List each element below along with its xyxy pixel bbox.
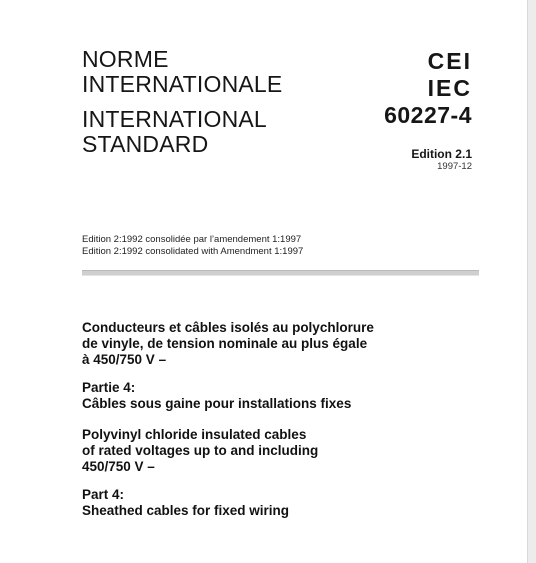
title-en-part-line-1: Part 4: bbox=[82, 487, 125, 502]
title-en-main-line-3: 450/750 V – bbox=[82, 459, 155, 474]
title-fr-main-line-3: à 450/750 V – bbox=[82, 352, 167, 367]
code-iec: IEC bbox=[427, 75, 472, 101]
edition-date: 1997-12 bbox=[437, 161, 472, 172]
standard-number: 60227-4 bbox=[384, 102, 472, 128]
consolidation-en: Edition 2:1992 consolidated with Amendment 1:1997 bbox=[82, 245, 304, 257]
edition-label: Edition 2.1 bbox=[411, 147, 472, 161]
title-fr-main-line-2: de vinyle, de tension nominale au plus égale bbox=[82, 336, 368, 351]
standard-type-en-line-1: INTERNATIONAL bbox=[82, 106, 267, 132]
title-en-part-line-2: Sheathed cables for fixed wiring bbox=[82, 503, 290, 518]
consolidation-note bbox=[82, 234, 303, 257]
code-cei: CEI bbox=[427, 48, 472, 74]
title-fr-part-line-1: Partie 4: bbox=[82, 380, 136, 395]
title-fr-part-line-2: Câbles sous gaine pour installations fixes bbox=[82, 396, 352, 411]
title-fr-part bbox=[82, 380, 374, 412]
standard-type-heading bbox=[82, 47, 282, 157]
title-en-main bbox=[82, 427, 374, 475]
title-en-main-line-2: of rated voltages up to and including bbox=[82, 443, 319, 458]
standard-type-en-line-2: STANDARD bbox=[82, 131, 209, 157]
separator-rule bbox=[82, 270, 479, 276]
standard-code-block bbox=[384, 48, 472, 173]
document-titles bbox=[82, 320, 374, 531]
title-en-main-line-1: Polyvinyl chloride insulated cables bbox=[82, 427, 307, 442]
standard-type-fr-line-2: INTERNATIONALE bbox=[82, 71, 283, 97]
standard-type-fr-line-1: NORME bbox=[82, 46, 169, 72]
consolidation-fr: Edition 2:1992 consolidée par l’amendement 1:1997 bbox=[82, 234, 302, 245]
page-edge-scrollbar-area bbox=[527, 0, 536, 563]
title-fr-main bbox=[82, 320, 374, 368]
title-fr-main-line-1: Conducteurs et câbles isolés au polychlorure bbox=[82, 320, 374, 335]
title-en-part bbox=[82, 487, 374, 519]
